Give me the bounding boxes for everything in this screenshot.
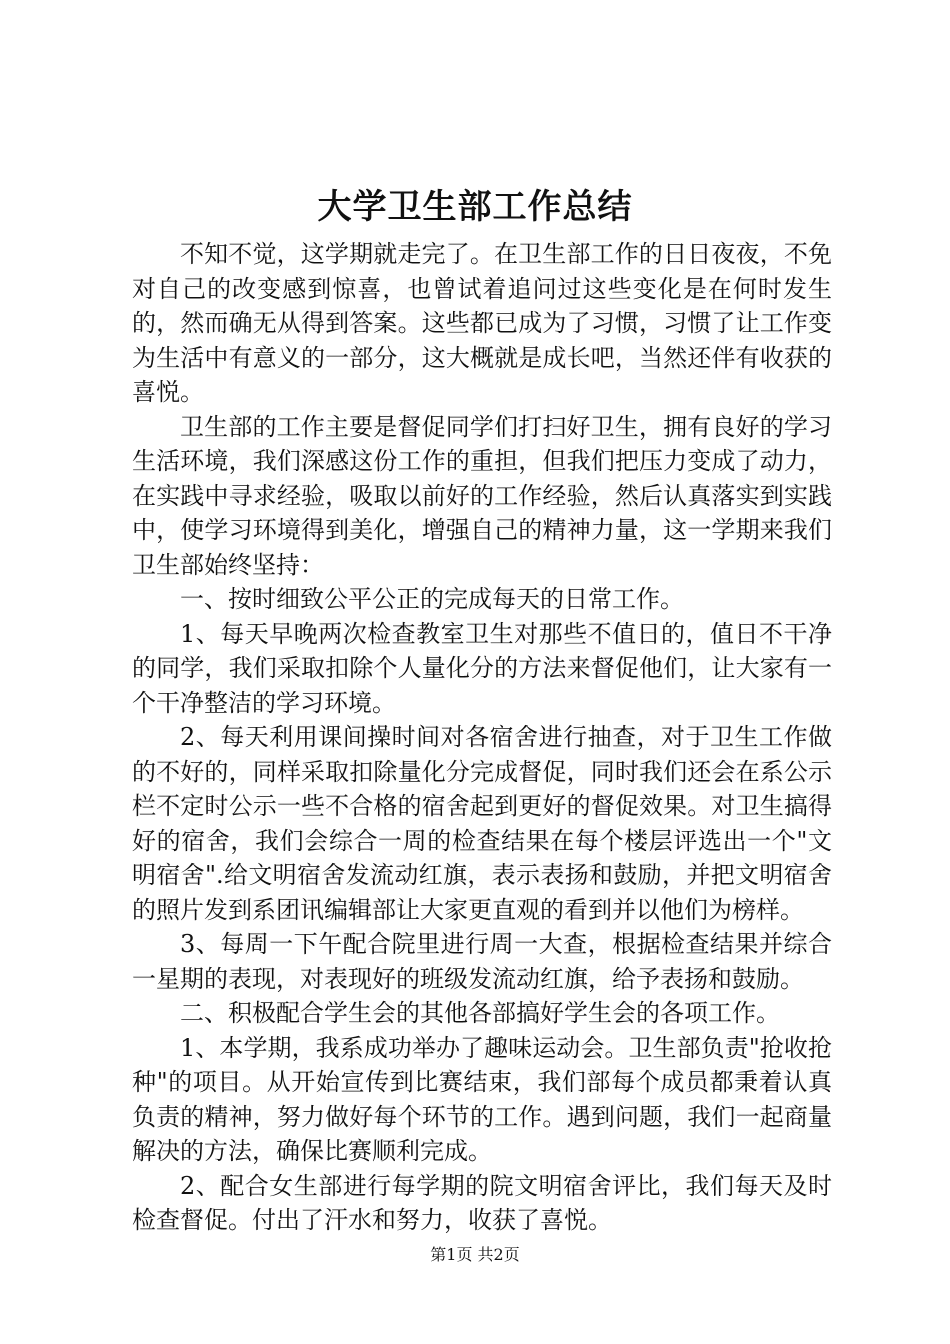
paragraph-duties: 卫生部的工作主要是督促同学们打扫好卫生，拥有良好的学习生活环境，我们深感这份工作的重担，但我们把压力变成了动力，在实践中寻求经验，吸取以前好的工作经验，然后认真落实到实践中，使学习环境得到美化，增强自己的精神力量，这一学期来我们卫生部始终坚持： [132,412,832,579]
list-item-1-3: 3、每周一下午配合院里进行周一大查，根据检查结果并综合一星期的表现，对表现好的班级发流动红旗，给予表扬和鼓励。 [132,930,832,993]
document-body [132,237,832,1238]
paragraph-intro: 不知不觉，这学期就走完了。在卫生部工作的日日夜夜，不免对自己的改变感到惊喜，也曾试着追问过这些变化是在何时发生的，然而确无从得到答案。这些都已成为了习惯，习惯了让工作变为生活中有意义的一部分，这大概就是成长吧，当然还伴有收获的喜悦。 [132,240,832,406]
list-item-1-2: 2、每天利用课间操时间对各宿舍进行抽查，对于卫生工作做的不好的，同样采取扣除量化分完成督促，同时我们还会在系公示栏不定时公示一些不合格的宿舍起到更好的督促效果。对卫生搞得好的宿舍，我们会综合一周的检查结果在每个楼层评选出一个"文明宿舍".给文明宿舍发流动红旗，表示表扬和鼓励，并把文明宿舍的照片发到系团讯编辑部让大家更直观的看到并以他们为榜样。 [132,723,832,924]
list-item-2-1: 1、本学期，我系成功举办了趣味运动会。卫生部负责"抢收抢种"的项目。从开始宣传到比赛结束，我们部每个成员都秉着认真负责的精神，努力做好每个环节的工作。遇到问题，我们一起商量解决的方法，确保比赛顺利完成。 [132,1033,832,1165]
document-title: 大学卫生部工作总结 [317,187,633,227]
list-item-2-2: 2、配合女生部进行每学期的院文明宿舍评比，我们每天及时检查督促。付出了汗水和努力，收获了喜悦。 [132,1171,832,1234]
section-heading-1: 一、按时细致公平公正的完成每天的日常工作。 [180,585,684,613]
section-heading-2: 二、积极配合学生会的其他各部搞好学生会的各项工作。 [180,999,780,1027]
page-footer: 第1页 共2页 [430,1245,520,1264]
list-item-1-1: 1、每天早晚两次检查教室卫生对那些不值日的，值日不干净的同学，我们采取扣除个人量化分的方法来督促他们，让大家有一个干净整洁的学习环境。 [132,619,832,717]
